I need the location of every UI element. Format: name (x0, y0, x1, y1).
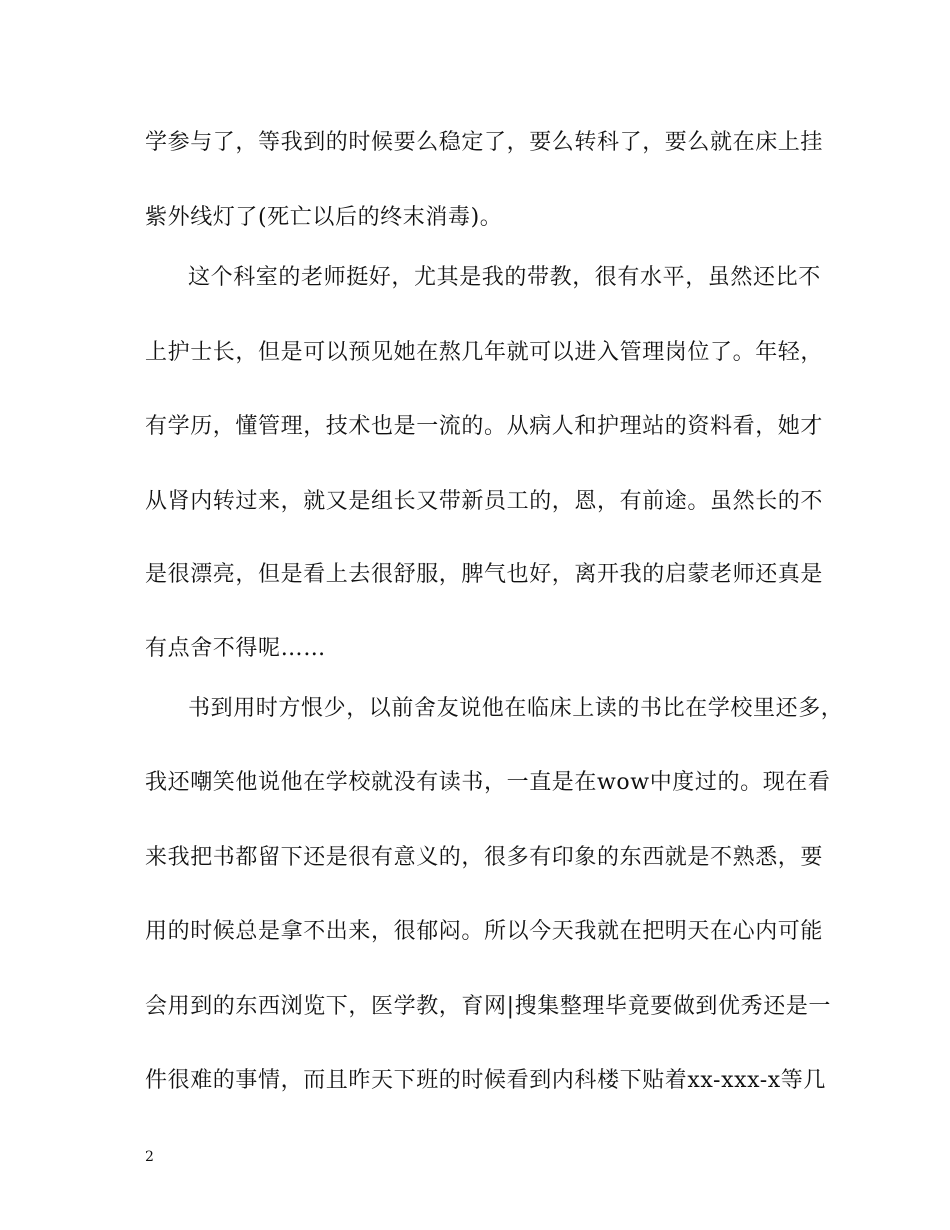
text-line-5: 有学历，懂管理，技术也是一流的。从病人和护理站的资料看，她才 (145, 414, 824, 439)
text-line-2: 紫外线灯了(死亡以后的终末消毒)。 (145, 205, 503, 230)
text-line-3: 这个科室的老师挺好，尤其是我的带教，很有水平，虽然还比不 (188, 265, 821, 290)
text-line-4: 上护士长，但是可以预见她在熬几年就可以进入管理岗位了。年轻， (145, 340, 824, 365)
text-line-6: 从肾内转过来，就又是组长又带新员工的，恩，有前途。虽然长的不 (145, 489, 824, 514)
text-line-10: 我还嘲笑他说他在学校就没有读书，一直是在wow中度过的。现在看 (145, 770, 831, 795)
text-line-12: 用的时候总是拿不出来，很郁闷。所以今天我就在把明天在心内可能 (145, 919, 824, 944)
page-number: 2 (145, 1149, 154, 1165)
text-line-13: 会用到的东西浏览下，医学教，育网|搜集整理毕竟要做到优秀还是一 (145, 994, 832, 1019)
text-line-14: 件很难的事情，而且昨天下班的时候看到内科楼下贴着xx-xxx-x等几 (145, 1068, 826, 1093)
text-line-11: 来我把书都留下还是很有意义的，很多有印象的东西就是不熟悉，要 (145, 845, 824, 870)
text-line-8: 有点舍不得呢…… (145, 636, 326, 661)
text-line-9: 书到用时方恨少，以前舍友说他在临床上读的书比在学校里还多， (188, 696, 844, 721)
text-line-1: 学参与了，等我到的时候要么稳定了，要么转科了，要么就在床上挂 (145, 130, 824, 155)
text-line-7: 是很漂亮，但是看上去很舒服，脾气也好，离开我的启蒙老师还真是 (145, 562, 824, 587)
